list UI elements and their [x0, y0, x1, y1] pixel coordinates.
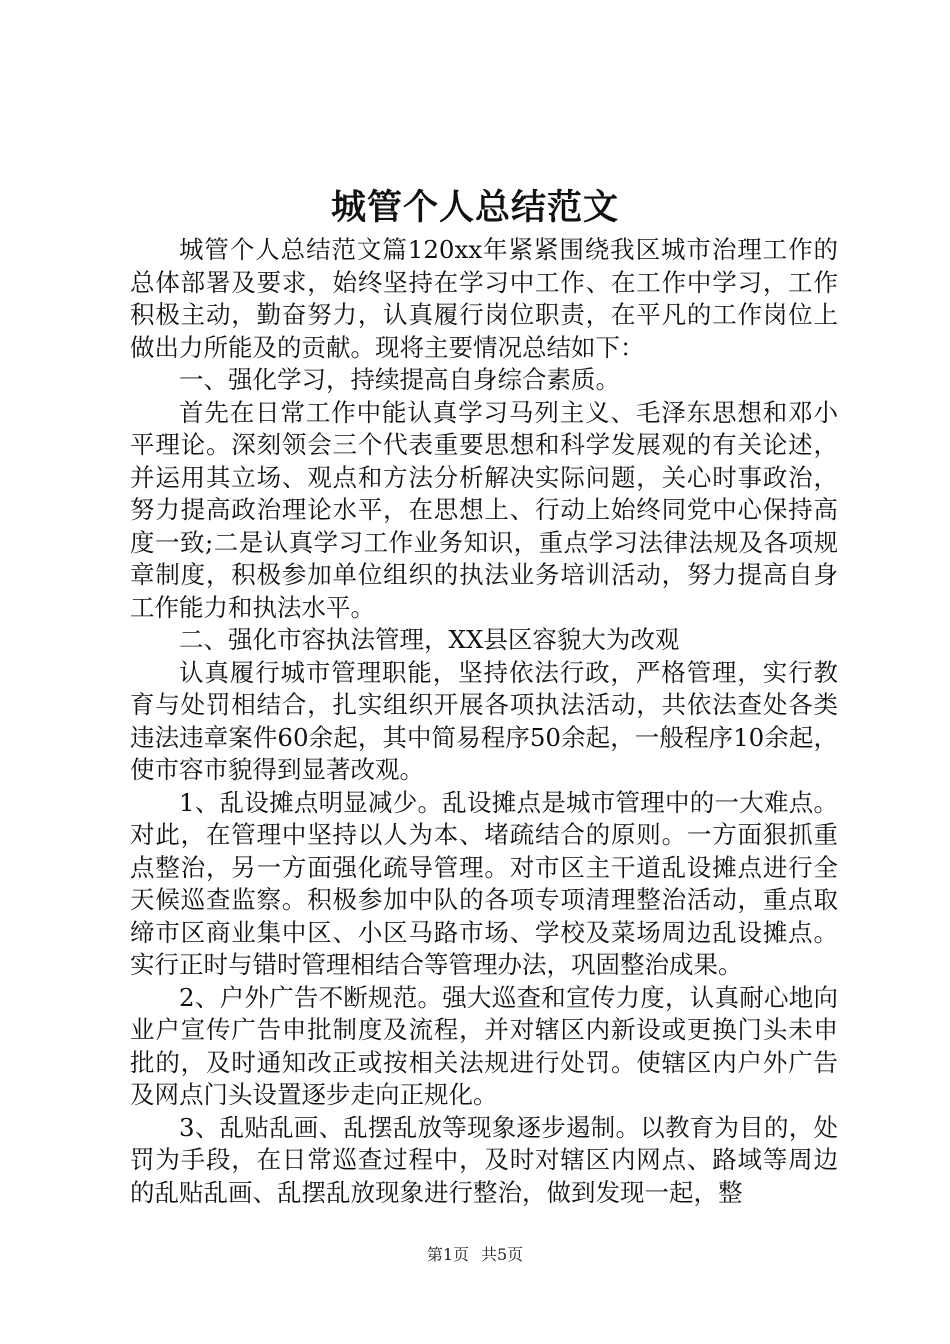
paragraph-item-1: 1、乱设摊点明显减少。乱设摊点是城市管理中的一大难点。对此，在管理中坚持以人为本、堵疏结合的原则。一方面狠抓重点整治，另一方面强化疏导管理。对市区主干道乱设摊点进行全天候巡查监察。积极参加中队的各项专项清理整治活动，重点取缔市区商业集中区、小区马路市场、学校及菜场周边乱设摊点。实行正时与错时管理相结合等管理办法，巩固整治成果。 [130, 787, 838, 979]
paragraph-enforcement: 认真履行城市管理职能，坚持依法行政，严格管理，实行教育与处罚相结合，扎实组织开展各项执法活动，共依法查处各类违法违章案件60余起，其中简易程序50余起，一般程序10余起，使市容市貌得到显著改观。 [130, 657, 838, 784]
page-number: 第1页 [426, 1245, 469, 1264]
paragraph-intro: 城管个人总结范文篇120xx年紧紧围绕我区城市治理工作的总体部署及要求，始终坚持在学习中工作、在工作中学习，工作积极主动，勤奋努力，认真履行岗位职责，在平凡的工作岗位上做出力所能及的贡献。现将主要情况总结如下： [130, 235, 838, 362]
section-heading-2: 二、强化市容执法管理，XX县区容貌大为改观 [179, 625, 680, 654]
document-body [130, 234, 838, 1209]
section-heading-1: 一、强化学习，持续提高自身综合素质。 [179, 365, 620, 394]
document-title: 城管个人总结范文 [330, 188, 619, 228]
page-total: 共5页 [481, 1245, 524, 1264]
paragraph-item-3: 3、乱贴乱画、乱摆乱放等现象逐步遏制。以教育为目的，处罚为手段，在日常巡查过程中，及时对辖区内网点、路域等周边的乱贴乱画、乱摆乱放现象进行整治，做到发现一起，整 [130, 1112, 838, 1207]
page-footer [0, 1244, 950, 1266]
paragraph-item-2: 2、户外广告不断规范。强大巡查和宣传力度，认真耐心地向业户宣传广告申批制度及流程，并对辖区内新设或更换门头未申批的，及时通知改正或按相关法规进行处罚。使辖区内户外广告及网点门头设置逐步走向正规化。 [130, 982, 838, 1109]
paragraph-study: 首先在日常工作中能认真学习马列主义、毛泽东思想和邓小平理论。深刻领会三个代表重要思想和科学发展观的有关论述，并运用其立场、观点和方法分析解决实际问题，关心时事政治，努力提高政治理论水平，在思想上、行动上始终同党中心保持高度一致;二是认真学习工作业务知识，重点学习法律法规及各项规章制度，积极参加单位组织的执法业务培训活动，努力提高自身工作能力和执法水平。 [130, 397, 838, 622]
